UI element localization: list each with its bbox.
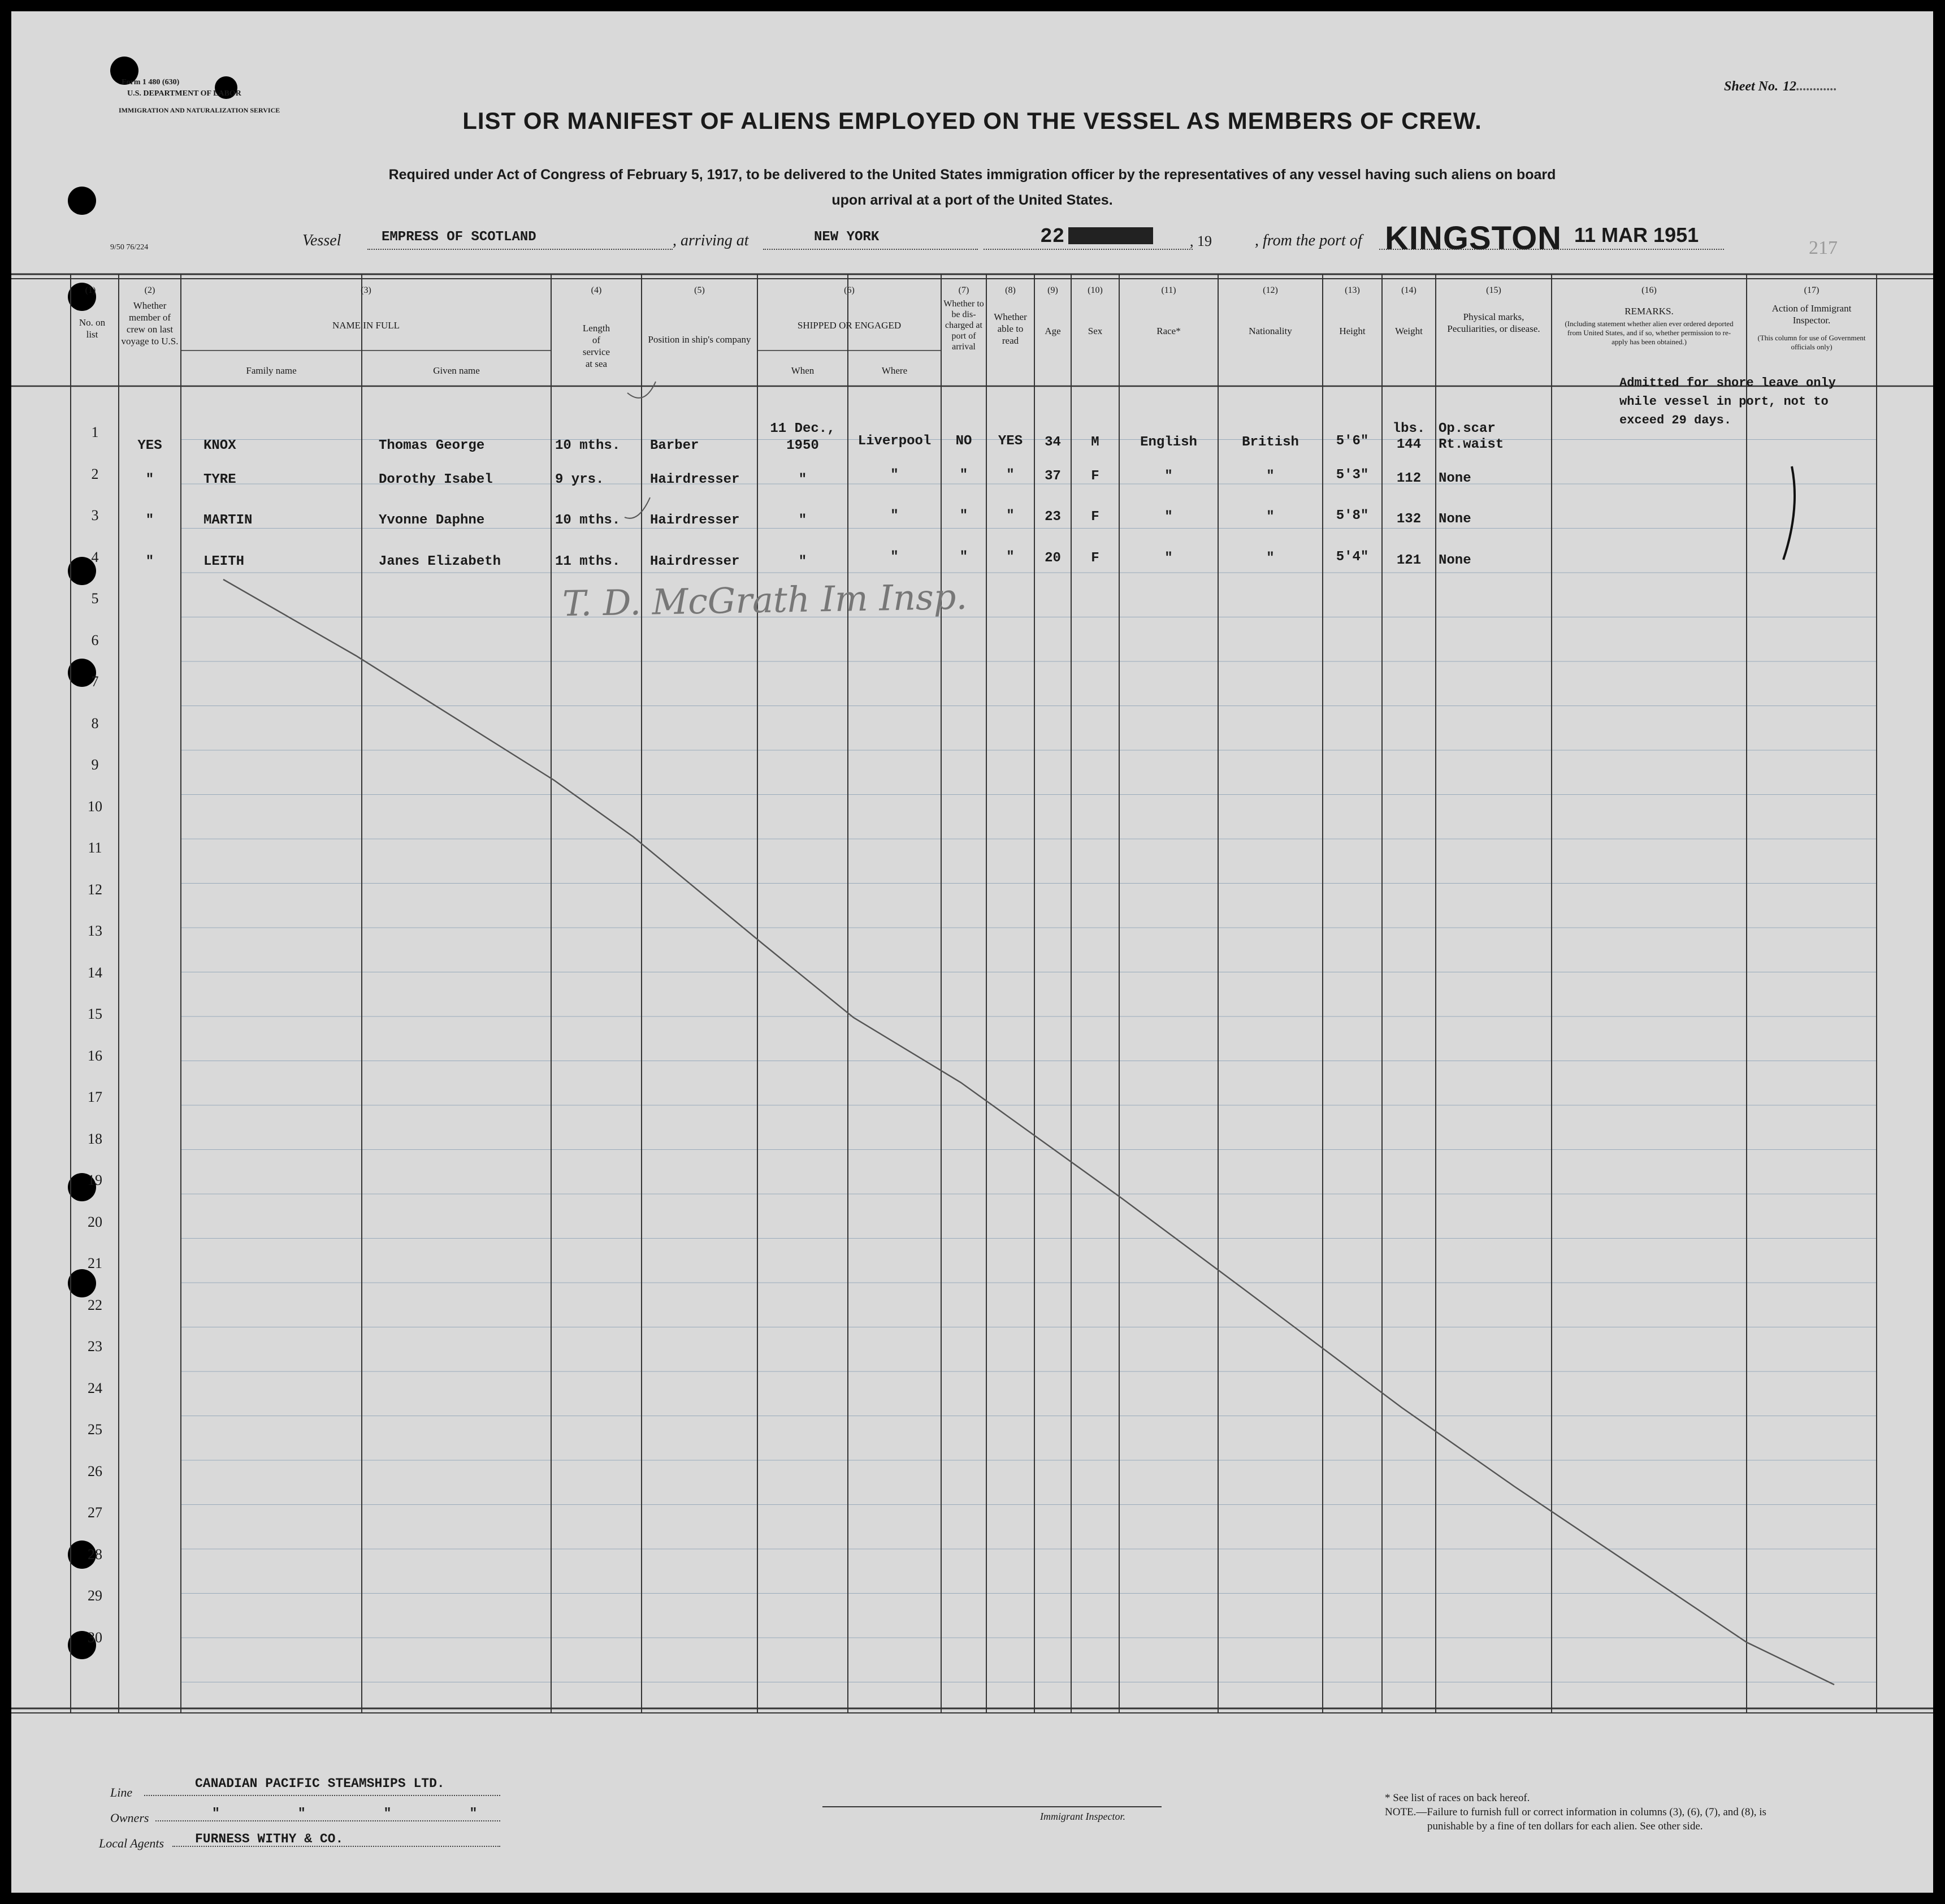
arriving-label: , arriving at bbox=[673, 232, 749, 249]
height-cell: 5'3" bbox=[1336, 468, 1369, 483]
department-name: U.S. DEPARTMENT OF LABOR bbox=[127, 89, 241, 98]
service-length-cell: 10 mths. bbox=[555, 438, 621, 453]
nationality-cell: " bbox=[1266, 469, 1275, 484]
row-number: 28 bbox=[88, 1546, 102, 1563]
col-6-num: (6) bbox=[844, 285, 855, 295]
col-12-num: (12) bbox=[1263, 285, 1278, 295]
weight-cell: 144 bbox=[1396, 437, 1422, 452]
col-5-num: (5) bbox=[694, 285, 705, 295]
line-value: CANADIAN PACIFIC STEAMSHIPS LTD. bbox=[195, 1776, 445, 1791]
row-number: 24 bbox=[88, 1379, 102, 1396]
nationality-cell: British bbox=[1242, 435, 1299, 450]
prev-voyage-cell: " bbox=[145, 554, 154, 569]
sex-cell: M bbox=[1091, 435, 1099, 450]
height-cell: 5'4" bbox=[1336, 549, 1369, 565]
row-number: 23 bbox=[88, 1338, 102, 1355]
row-number: 2 bbox=[91, 465, 99, 482]
shipped-when-cell: " bbox=[798, 472, 807, 487]
row-number: 26 bbox=[88, 1462, 102, 1479]
remarks-line-1: Admitted for shore leave only bbox=[1619, 376, 1836, 390]
col-3-sub-given: Given name bbox=[433, 365, 480, 376]
weight-cell: 112 bbox=[1396, 471, 1422, 486]
given-name-cell: Janes Elizabeth bbox=[379, 554, 501, 569]
nationality-cell: " bbox=[1266, 551, 1275, 566]
row-number: 6 bbox=[91, 631, 99, 648]
races-note: * See list of races on back hereof. bbox=[1385, 1792, 1530, 1804]
col-7-label: Whether to be dis-charged at port of arrival bbox=[943, 299, 984, 352]
inspector-signature: T. D. McGrath Im Insp. bbox=[562, 575, 968, 625]
owners-label: Owners bbox=[110, 1811, 149, 1825]
row-number: 27 bbox=[88, 1504, 102, 1521]
row-number: 30 bbox=[88, 1629, 102, 1646]
agents-value: FURNESS WITHY & CO. bbox=[195, 1832, 344, 1846]
agents-label: Local Agents bbox=[99, 1836, 164, 1850]
col-9-label: Age bbox=[1045, 326, 1061, 336]
col-12-label: Nationality bbox=[1249, 326, 1292, 336]
given-name-cell: Dorothy Isabel bbox=[379, 472, 493, 487]
discharged-cell: NO bbox=[955, 434, 972, 449]
col-14-label: Weight bbox=[1395, 326, 1423, 336]
inspector-bracket bbox=[1783, 466, 1795, 560]
discharged-cell: " bbox=[959, 468, 968, 483]
page-title: LIST OR MANIFEST OF ALIENS EMPLOYED ON THE VESSEL AS MEMBERS OF CREW. bbox=[462, 107, 1482, 134]
given-name-cell: Yvonne Daphne bbox=[379, 513, 485, 528]
col-6-label: SHIPPED OR ENGAGED bbox=[797, 320, 902, 331]
subtitle-line-1: Required under Act of Congress of February 5, 1917, to be delivered to the United States immigration officer by the representatives of any vessel having such aliens on board bbox=[388, 167, 1556, 183]
col-11-num: (11) bbox=[1161, 285, 1176, 295]
row-number: 3 bbox=[91, 507, 99, 523]
manifest-sheet bbox=[11, 11, 1933, 1893]
age-cell: 23 bbox=[1045, 509, 1061, 525]
position-cell: Hairdresser bbox=[650, 472, 740, 487]
position-cell: Hairdresser bbox=[650, 513, 740, 528]
age-cell: 34 bbox=[1045, 435, 1061, 450]
sex-cell: F bbox=[1091, 551, 1099, 566]
position-cell: Barber bbox=[650, 438, 699, 453]
file-code: 9/50 76/224 bbox=[110, 243, 149, 252]
read-cell: " bbox=[1006, 508, 1015, 523]
family-name-cell: MARTIN bbox=[203, 513, 253, 528]
vessel-label: Vessel bbox=[302, 232, 341, 249]
row-number: 13 bbox=[88, 923, 102, 939]
row-number: 10 bbox=[88, 798, 102, 815]
form-number: Form 1 480 (630) bbox=[122, 78, 180, 86]
physical-marks-cell: None bbox=[1439, 471, 1471, 486]
row-number: 19 bbox=[88, 1172, 102, 1188]
col-3-num: (3) bbox=[361, 285, 371, 295]
arrival-date: 22 bbox=[1040, 225, 1065, 248]
service-length-cell: 11 mths. bbox=[555, 554, 621, 569]
line-underline bbox=[144, 1795, 500, 1796]
col-14-num: (14) bbox=[1401, 285, 1416, 295]
discharged-cell: " bbox=[959, 549, 968, 565]
sex-cell: F bbox=[1091, 509, 1099, 525]
row-number: 5 bbox=[91, 590, 99, 607]
page-mark: 217 bbox=[1809, 237, 1838, 258]
row-number: 8 bbox=[91, 715, 99, 732]
col-1-num: (1) bbox=[85, 285, 96, 295]
subtitle-line-2: upon arrival at a port of the United States. bbox=[831, 192, 1113, 208]
row-number: 20 bbox=[88, 1213, 102, 1230]
col-10-num: (10) bbox=[1088, 285, 1103, 295]
row-number: 9 bbox=[91, 756, 99, 773]
year-label: , 19 bbox=[1190, 233, 1212, 249]
family-name-cell: LEITH bbox=[203, 554, 245, 569]
family-name-cell: TYRE bbox=[203, 472, 236, 487]
from-port-label: , from the port of bbox=[1255, 232, 1362, 249]
discharged-cell: " bbox=[959, 508, 968, 523]
row-number: 14 bbox=[88, 964, 102, 981]
col-8-num: (8) bbox=[1005, 285, 1016, 295]
race-cell: " bbox=[1164, 551, 1173, 566]
row-number: 12 bbox=[88, 881, 102, 898]
col-3-label: NAME IN FULL bbox=[332, 320, 400, 331]
age-cell: 37 bbox=[1045, 469, 1061, 484]
row-number: 22 bbox=[88, 1296, 102, 1313]
shipped-when-cell: 11 Dec., bbox=[770, 421, 835, 436]
col-17-label: Action of Immigrant Inspector. bbox=[1771, 303, 1852, 326]
shipped-when-cell: " bbox=[798, 554, 807, 569]
col-1-label: No. on list bbox=[79, 317, 106, 340]
race-cell: " bbox=[1164, 469, 1173, 484]
position-cell: Hairdresser bbox=[650, 554, 740, 569]
sheet-number-value: 12 bbox=[1783, 79, 1796, 94]
vessel-name: EMPRESS OF SCOTLAND bbox=[382, 230, 536, 245]
col-7-num: (7) bbox=[958, 285, 969, 295]
sex-cell: F bbox=[1091, 469, 1099, 484]
col-17-note: (This column for use of Government officials only) bbox=[1757, 334, 1866, 351]
arriving-port: NEW YORK bbox=[814, 230, 880, 245]
row-number: 7 bbox=[91, 673, 99, 690]
col-15-num: (15) bbox=[1486, 285, 1501, 295]
agents-underline bbox=[172, 1846, 500, 1847]
read-cell: " bbox=[1006, 549, 1015, 565]
col-2-label: Whether member of crew on last voyage to U.S. bbox=[121, 300, 179, 347]
strike-through-line bbox=[223, 579, 1834, 1685]
col-6-sub-when: When bbox=[791, 365, 815, 376]
prev-voyage-cell: YES bbox=[137, 438, 162, 453]
service-length-cell: 10 mths. bbox=[555, 513, 621, 528]
col-16-num: (16) bbox=[1641, 285, 1657, 295]
shipped-when-cell: " bbox=[798, 513, 807, 528]
physical-marks-cell: Op.scar bbox=[1439, 421, 1496, 436]
service-name: IMMIGRATION AND NATURALIZATION SERVICE bbox=[119, 106, 280, 114]
physical-marks-cell: None bbox=[1439, 553, 1471, 568]
col-5-label: Position in ship's company bbox=[648, 334, 751, 345]
col-16-note: (Including statement whether alien ever ordered deported from United States, and if so, whether permission to re-apply has been obtained.) bbox=[1565, 319, 1734, 346]
inspector-label: Immigrant Inspector. bbox=[1040, 1811, 1125, 1822]
col-6-sub-where: Where bbox=[881, 365, 908, 376]
col-4-num: (4) bbox=[591, 285, 602, 295]
race-cell: " bbox=[1164, 509, 1173, 525]
owners-underline bbox=[155, 1820, 500, 1821]
shipped-where-cell: " bbox=[890, 549, 899, 565]
col-13-label: Height bbox=[1339, 326, 1366, 336]
height-cell: 5'8" bbox=[1336, 508, 1369, 523]
row-number: 29 bbox=[88, 1587, 102, 1604]
from-port: KINGSTON bbox=[1385, 220, 1562, 257]
age-cell: 20 bbox=[1045, 551, 1061, 566]
service-length-cell: 9 yrs. bbox=[555, 472, 604, 487]
read-cell: YES bbox=[998, 434, 1023, 449]
col-8-label: Whether able to read bbox=[994, 311, 1027, 346]
col-13-num: (13) bbox=[1345, 285, 1360, 295]
row-number: 1 bbox=[91, 424, 99, 440]
row-number: 15 bbox=[88, 1006, 102, 1022]
race-cell: English bbox=[1140, 435, 1197, 450]
inspector-signature-line bbox=[822, 1806, 1162, 1807]
col-4-label: Length of service at sea bbox=[582, 323, 610, 369]
line-label: Line bbox=[110, 1785, 133, 1799]
row-number: 21 bbox=[88, 1255, 102, 1271]
note-line-2: punishable by a fine of ten dollars for each alien. See other side. bbox=[1427, 1820, 1703, 1832]
remarks-line-2: while vessel in port, not to bbox=[1619, 395, 1829, 409]
weight-cell: 132 bbox=[1396, 512, 1422, 527]
row-number: 4 bbox=[91, 548, 99, 565]
prev-voyage-cell: " bbox=[145, 513, 154, 528]
row-number: 17 bbox=[88, 1089, 102, 1105]
shipped-where-cell: " bbox=[890, 508, 899, 523]
remarks-line-3: exceed 29 days. bbox=[1619, 413, 1732, 427]
col-3-sub-family: Family name bbox=[246, 365, 297, 376]
row-number: 18 bbox=[88, 1130, 102, 1147]
shipped-where-cell: Liverpool bbox=[857, 434, 932, 449]
weight-cell: 121 bbox=[1396, 553, 1422, 568]
family-name-cell: KNOX bbox=[203, 438, 236, 453]
given-name-cell: Thomas George bbox=[379, 438, 485, 453]
stamp-date: 11 MAR 1951 bbox=[1574, 223, 1699, 246]
prev-voyage-cell: " bbox=[145, 472, 154, 487]
col-15-label: Physical marks, Peculiarities, or disease. bbox=[1447, 311, 1540, 334]
shipped-where-cell: " bbox=[890, 468, 899, 483]
weight-unit-cell: lbs. bbox=[1392, 421, 1426, 436]
col-9-num: (9) bbox=[1047, 285, 1058, 295]
sheet-number-label: Sheet No. 12............ bbox=[1724, 79, 1837, 94]
read-cell: " bbox=[1006, 468, 1015, 483]
row-number: 16 bbox=[88, 1047, 102, 1064]
col-10-label: Sex bbox=[1088, 326, 1103, 336]
note-line-1: NOTE.—Failure to furnish full or correct information in columns (3), (6), (7), and (8), is bbox=[1385, 1806, 1766, 1818]
physical-marks-cell: Rt.waist bbox=[1439, 437, 1504, 452]
height-cell: 5'6" bbox=[1336, 434, 1369, 449]
owners-value: " " " " bbox=[212, 1806, 478, 1821]
nationality-cell: " bbox=[1266, 509, 1275, 525]
physical-marks-cell: None bbox=[1439, 512, 1471, 527]
row-number: 25 bbox=[88, 1421, 102, 1438]
col-16-label: REMARKS. bbox=[1625, 306, 1674, 317]
row-number: 11 bbox=[88, 840, 102, 856]
col-2-num: (2) bbox=[144, 285, 155, 295]
col-11-label: Race* bbox=[1156, 326, 1181, 336]
col-17-num: (17) bbox=[1804, 285, 1820, 295]
shipped-when-cell: 1950 bbox=[786, 438, 819, 453]
